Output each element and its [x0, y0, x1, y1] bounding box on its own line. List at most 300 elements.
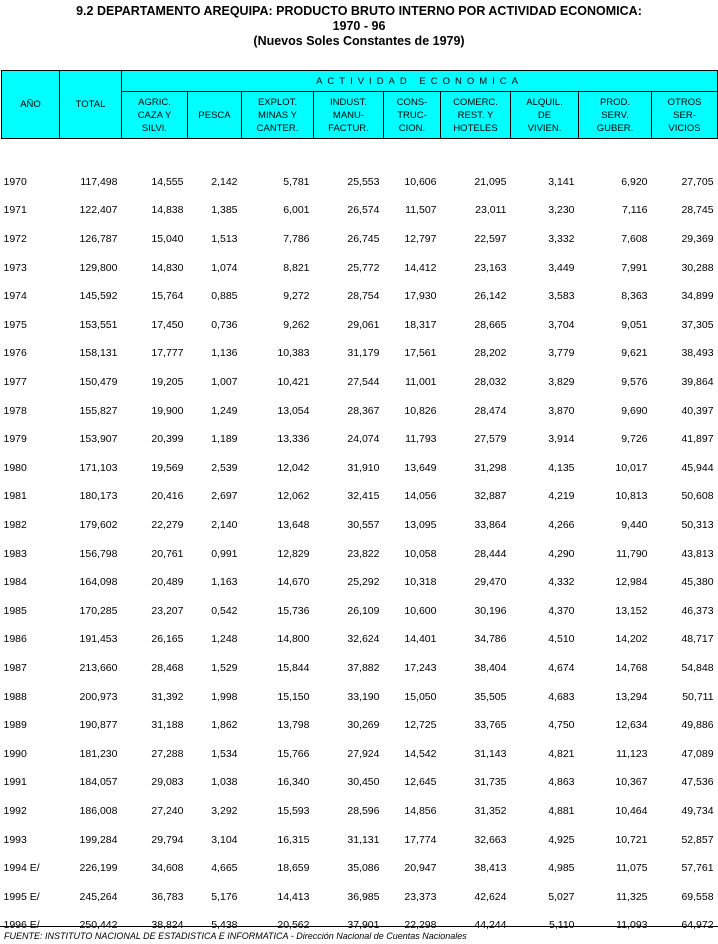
- value-cell: 12,725: [404, 719, 437, 732]
- value-cell: 13,649: [404, 461, 437, 474]
- value-cell: 3,230: [548, 204, 575, 217]
- value-cell: 14,056: [404, 490, 437, 503]
- value-cell: 1,038: [211, 776, 238, 789]
- value-cell: 19,900: [151, 404, 184, 417]
- table-row: [2, 597, 718, 626]
- year-cell: 1989: [3, 719, 27, 732]
- header-column-label: PROD. SERV. GUBER.: [596, 96, 634, 134]
- source-note: FUENTE: INSTITUTO NACIONAL DE ESTADISTICA E INFORMATICA - Dirección Nacional de Cuentas Nacionales: [4, 931, 467, 941]
- header-column: [511, 92, 579, 139]
- value-cell: 12,645: [404, 776, 437, 789]
- value-cell: 28,596: [347, 804, 380, 817]
- header-column-label: INDUST. MANU- FACTUR.: [328, 96, 369, 134]
- value-cell: 3,332: [548, 233, 575, 246]
- value-cell: 23,011: [475, 204, 507, 217]
- value-cell: 14,555: [151, 175, 184, 188]
- value-cell: 4,821: [548, 747, 575, 760]
- table-row: [2, 768, 718, 797]
- value-cell: 4,665: [211, 862, 238, 875]
- value-cell: 0,542: [211, 604, 238, 617]
- value-cell: 3,141: [548, 175, 575, 188]
- year-cell: 1976: [3, 347, 27, 360]
- header-column-label: CONS- TRUC- CION.: [396, 96, 428, 134]
- value-cell: 17,774: [404, 833, 437, 846]
- year-cell: 1987: [3, 661, 27, 674]
- value-cell: 4,266: [548, 519, 575, 532]
- value-cell: 31,131: [347, 833, 380, 846]
- value-cell: 10,606: [404, 175, 437, 188]
- value-cell: 6,920: [621, 175, 648, 188]
- value-cell: 6,001: [283, 204, 310, 217]
- value-cell: 38,493: [681, 347, 714, 360]
- value-cell: 31,298: [474, 461, 507, 474]
- value-cell: 7,786: [283, 233, 310, 246]
- value-cell: 156,798: [79, 547, 118, 560]
- value-cell: 11,325: [616, 890, 648, 903]
- value-cell: 39,864: [681, 376, 714, 389]
- value-cell: 33,765: [474, 719, 507, 732]
- value-cell: 10,058: [404, 547, 437, 560]
- value-cell: 32,624: [347, 633, 380, 646]
- value-cell: 14,202: [615, 633, 648, 646]
- table-row: [2, 854, 718, 883]
- value-cell: 15,050: [404, 690, 437, 703]
- value-cell: 29,083: [151, 776, 184, 789]
- header-activity-group: ACTIVIDAD ECONOMICA: [122, 71, 718, 92]
- value-cell: 15,040: [151, 233, 184, 246]
- year-cell: 1971: [3, 204, 27, 217]
- value-cell: 190,877: [79, 719, 118, 732]
- table-row: [2, 625, 718, 654]
- value-cell: 12,042: [277, 461, 310, 474]
- value-cell: 1,534: [211, 747, 238, 760]
- value-cell: 3,704: [548, 318, 575, 331]
- value-cell: 7,116: [622, 204, 648, 217]
- value-cell: 153,907: [79, 433, 118, 446]
- value-cell: 14,670: [277, 576, 310, 589]
- value-cell: 10,826: [404, 404, 437, 417]
- value-cell: 0,885: [211, 290, 238, 303]
- value-cell: 11,001: [405, 376, 437, 389]
- value-cell: 8,821: [283, 261, 310, 274]
- value-cell: 29,794: [151, 833, 184, 846]
- value-cell: 9,440: [621, 519, 648, 532]
- year-cell: 1973: [3, 261, 27, 274]
- table-row: [2, 425, 718, 454]
- value-cell: 10,600: [404, 604, 437, 617]
- value-cell: 23,163: [474, 261, 507, 274]
- value-cell: 155,827: [79, 404, 118, 417]
- value-cell: 25,553: [347, 175, 380, 188]
- value-cell: 19,205: [151, 376, 184, 389]
- year-cell: 1981: [3, 490, 27, 503]
- value-cell: 226,199: [79, 862, 118, 875]
- value-cell: 28,468: [151, 661, 184, 674]
- value-cell: 30,269: [347, 719, 380, 732]
- value-cell: 31,392: [151, 690, 184, 703]
- value-cell: 31,352: [474, 804, 507, 817]
- value-cell: 126,787: [79, 233, 118, 246]
- value-cell: 29,470: [474, 576, 507, 589]
- table-header: [2, 71, 718, 139]
- value-cell: 22,279: [151, 519, 184, 532]
- value-cell: 13,152: [615, 604, 648, 617]
- year-cell: 1974: [3, 290, 27, 303]
- value-cell: 15,764: [151, 290, 184, 303]
- value-cell: 10,318: [404, 576, 437, 589]
- value-cell: 34,608: [151, 862, 184, 875]
- value-cell: 31,735: [474, 776, 507, 789]
- year-cell: 1990: [3, 747, 27, 760]
- table-row: [2, 682, 718, 711]
- year-cell: 1988: [3, 690, 27, 703]
- value-cell: 22,597: [474, 233, 507, 246]
- value-cell: 28,367: [347, 404, 380, 417]
- value-cell: 10,367: [615, 776, 648, 789]
- value-cell: 181,230: [79, 747, 118, 760]
- header-column: [314, 92, 384, 139]
- value-cell: 3,449: [548, 261, 575, 274]
- table-row: [2, 253, 718, 282]
- value-cell: 38,413: [474, 862, 507, 875]
- value-cell: 26,745: [347, 233, 380, 246]
- value-cell: 49,886: [681, 719, 714, 732]
- value-cell: 14,830: [151, 261, 184, 274]
- value-cell: 1,249: [211, 404, 238, 417]
- year-cell: 1975: [3, 318, 27, 331]
- value-cell: 1,163: [211, 576, 238, 589]
- value-cell: 3,583: [548, 290, 575, 303]
- value-cell: 30,288: [681, 261, 714, 274]
- value-cell: 52,857: [681, 833, 714, 846]
- value-cell: 11,507: [405, 204, 437, 217]
- value-cell: 28,444: [474, 547, 507, 560]
- value-cell: 14,768: [615, 661, 648, 674]
- table-row: [2, 739, 718, 768]
- value-cell: 17,561: [404, 347, 437, 360]
- table-row: [2, 339, 718, 368]
- value-cell: 11,075: [616, 862, 648, 875]
- table-row: [2, 368, 718, 397]
- value-cell: 47,089: [681, 747, 714, 760]
- value-cell: 43,813: [681, 547, 714, 560]
- value-cell: 11,793: [405, 433, 437, 446]
- value-cell: 11,123: [616, 747, 648, 760]
- value-cell: 31,143: [474, 747, 507, 760]
- table-body: [2, 139, 718, 940]
- value-cell: 9,051: [621, 318, 648, 331]
- table-row: [2, 225, 718, 254]
- value-cell: 2,140: [211, 519, 238, 532]
- header-column: [242, 92, 314, 139]
- value-cell: 27,705: [681, 175, 714, 188]
- value-cell: 4,683: [548, 690, 575, 703]
- value-cell: 0,736: [211, 318, 238, 331]
- value-cell: 29,061: [347, 318, 380, 331]
- value-cell: 7,608: [621, 233, 648, 246]
- header-spacer: [2, 139, 718, 168]
- header-column: [122, 92, 188, 139]
- value-cell: 16,315: [277, 833, 310, 846]
- year-cell: 1982: [3, 519, 27, 532]
- value-cell: 4,290: [548, 547, 575, 560]
- value-cell: 10,721: [615, 833, 648, 846]
- value-cell: 12,984: [615, 576, 648, 589]
- value-cell: 9,576: [621, 376, 648, 389]
- value-cell: 27,240: [151, 804, 184, 817]
- table-row: [2, 196, 718, 225]
- value-cell: 179,602: [79, 519, 118, 532]
- value-cell: 54,848: [681, 661, 714, 674]
- table-row: [2, 482, 718, 511]
- value-cell: 17,450: [151, 318, 184, 331]
- header-column-label: EXPLOT. MINAS Y CANTER.: [256, 96, 299, 134]
- value-cell: 45,944: [681, 461, 714, 474]
- value-cell: 3,779: [548, 347, 575, 360]
- table-row: [2, 797, 718, 826]
- value-cell: 184,057: [79, 776, 118, 789]
- year-cell: 1986: [3, 633, 27, 646]
- value-cell: 46,373: [681, 604, 714, 617]
- year-cell: 1972: [3, 233, 27, 246]
- value-cell: 12,062: [277, 490, 310, 503]
- header-column-label: AGRIC. CAZA Y SILVI.: [137, 96, 172, 134]
- value-cell: 31,179: [347, 347, 380, 360]
- value-cell: 11,790: [616, 547, 648, 560]
- value-cell: 1,513: [211, 233, 238, 246]
- value-cell: 18,659: [277, 862, 310, 875]
- value-cell: 3,914: [548, 433, 575, 446]
- value-cell: 4,332: [548, 576, 575, 589]
- value-cell: 1,007: [211, 376, 238, 389]
- value-cell: 30,557: [347, 519, 380, 532]
- value-cell: 25,292: [347, 576, 380, 589]
- year-cell: 1978: [3, 404, 27, 417]
- value-cell: 4,370: [548, 604, 575, 617]
- year-cell: 1970: [3, 175, 27, 188]
- header-column-label: OTROS SER- VICIOS: [667, 96, 702, 134]
- value-cell: 191,453: [79, 633, 118, 646]
- year-cell: 1985: [3, 604, 27, 617]
- value-cell: 26,165: [151, 633, 184, 646]
- year-cell: 1984: [3, 576, 27, 589]
- value-cell: 33,190: [347, 690, 380, 703]
- value-cell: 37,305: [681, 318, 714, 331]
- year-cell: 1979: [3, 433, 27, 446]
- value-cell: 32,415: [347, 490, 380, 503]
- value-cell: 200,973: [79, 690, 118, 703]
- value-cell: 122,407: [79, 204, 118, 217]
- value-cell: 150,479: [79, 376, 118, 389]
- value-cell: 15,150: [277, 690, 310, 703]
- value-cell: 9,621: [621, 347, 648, 360]
- value-cell: 20,489: [151, 576, 184, 589]
- value-cell: 28,032: [474, 376, 507, 389]
- value-cell: 5,176: [211, 890, 238, 903]
- table-row: [2, 568, 718, 597]
- value-cell: 23,822: [347, 547, 380, 560]
- value-cell: 14,838: [151, 204, 184, 217]
- value-cell: 14,401: [404, 633, 437, 646]
- value-cell: 5,781: [283, 175, 310, 188]
- value-cell: 33,864: [474, 519, 507, 532]
- value-cell: 1,074: [211, 261, 238, 274]
- value-cell: 245,264: [79, 890, 118, 903]
- value-cell: 32,663: [474, 833, 507, 846]
- value-cell: 2,697: [211, 490, 238, 503]
- value-cell: 19,569: [151, 461, 184, 474]
- value-cell: 14,542: [404, 747, 437, 760]
- value-cell: 15,766: [277, 747, 310, 760]
- value-cell: 12,797: [404, 233, 437, 246]
- value-cell: 3,292: [211, 804, 238, 817]
- value-cell: 18,317: [404, 318, 437, 331]
- table-row: [2, 168, 718, 197]
- value-cell: 5,027: [548, 890, 575, 903]
- value-cell: 15,593: [277, 804, 310, 817]
- title-block: [0, 4, 718, 49]
- bottom-divider: [0, 926, 718, 927]
- value-cell: 20,761: [151, 547, 184, 560]
- year-cell: 1977: [3, 376, 27, 389]
- value-cell: 28,474: [474, 404, 507, 417]
- value-cell: 1,998: [211, 690, 238, 703]
- value-cell: 9,262: [283, 318, 310, 331]
- value-cell: 158,131: [79, 347, 118, 360]
- value-cell: 28,754: [347, 290, 380, 303]
- value-cell: 28,202: [474, 347, 507, 360]
- value-cell: 26,574: [347, 204, 380, 217]
- value-cell: 36,985: [347, 890, 380, 903]
- value-cell: 45,380: [681, 576, 714, 589]
- value-cell: 9,272: [283, 290, 310, 303]
- value-cell: 186,008: [79, 804, 118, 817]
- table-row: [2, 311, 718, 340]
- header-column: [579, 92, 652, 139]
- table-row: [2, 539, 718, 568]
- value-cell: 17,777: [151, 347, 184, 360]
- value-cell: 145,592: [79, 290, 118, 303]
- value-cell: 4,925: [548, 833, 575, 846]
- value-cell: 38,404: [474, 661, 507, 674]
- value-cell: 57,761: [681, 862, 714, 875]
- value-cell: 13,095: [404, 519, 437, 532]
- year-cell: 1994 E/: [3, 862, 40, 875]
- value-cell: 4,881: [548, 804, 575, 817]
- value-cell: 29,369: [681, 233, 714, 246]
- value-cell: 26,142: [474, 290, 507, 303]
- value-cell: 14,856: [404, 804, 437, 817]
- title-line-1: 9.2 DEPARTAMENTO AREQUIPA: PRODUCTO BRUTO INTERNO POR ACTIVIDAD ECONOMICA:: [76, 4, 642, 18]
- value-cell: 1,136: [211, 347, 238, 360]
- year-cell: 1993: [3, 833, 27, 846]
- header-total: TOTAL: [60, 71, 122, 139]
- value-cell: 2,142: [211, 175, 238, 188]
- value-cell: 34,786: [474, 633, 507, 646]
- value-cell: 1,529: [211, 661, 238, 674]
- value-cell: 4,750: [548, 719, 575, 732]
- value-cell: 180,173: [79, 490, 118, 503]
- value-cell: 25,772: [347, 261, 380, 274]
- value-cell: 16,340: [277, 776, 310, 789]
- table-row: [2, 511, 718, 540]
- value-cell: 12,829: [277, 547, 310, 560]
- value-cell: 9,690: [621, 404, 648, 417]
- year-cell: 1980: [3, 461, 27, 474]
- year-cell: 1983: [3, 547, 27, 560]
- value-cell: 1,248: [211, 633, 238, 646]
- value-cell: 4,674: [548, 661, 575, 674]
- value-cell: 35,505: [474, 690, 507, 703]
- value-cell: 10,383: [277, 347, 310, 360]
- value-cell: 27,924: [347, 747, 380, 760]
- value-cell: 36,783: [151, 890, 184, 903]
- value-cell: 40,397: [681, 404, 714, 417]
- value-cell: 24,074: [347, 433, 380, 446]
- title-line-3: (Nuevos Soles Constantes de 1979): [253, 34, 465, 48]
- value-cell: 10,813: [615, 490, 648, 503]
- value-cell: 12,634: [615, 719, 648, 732]
- table-row: [2, 282, 718, 311]
- value-cell: 10,464: [615, 804, 648, 817]
- value-cell: 117,498: [80, 175, 118, 188]
- value-cell: 31,910: [347, 461, 380, 474]
- table-row: [2, 882, 718, 911]
- value-cell: 14,413: [277, 890, 310, 903]
- table-row: [2, 454, 718, 483]
- value-cell: 1,862: [211, 719, 238, 732]
- title-line-2: 1970 - 96: [332, 19, 386, 33]
- value-cell: 50,313: [681, 519, 714, 532]
- value-cell: 42,624: [474, 890, 507, 903]
- value-cell: 3,829: [548, 376, 575, 389]
- value-cell: 199,284: [79, 833, 118, 846]
- gdp-table: [1, 70, 718, 940]
- year-cell: 1991: [3, 776, 27, 789]
- value-cell: 69,558: [681, 890, 714, 903]
- value-cell: 13,798: [277, 719, 310, 732]
- header-column: [384, 92, 441, 139]
- value-cell: 3,104: [211, 833, 238, 846]
- value-cell: 17,930: [404, 290, 437, 303]
- value-cell: 2,539: [211, 461, 238, 474]
- header-column-label: PESCA: [198, 109, 231, 121]
- value-cell: 30,450: [347, 776, 380, 789]
- value-cell: 28,665: [474, 318, 507, 331]
- value-cell: 4,985: [548, 862, 575, 875]
- value-cell: 170,285: [79, 604, 118, 617]
- header-column-label: ALQUIL. DE VIVIEN.: [526, 96, 563, 134]
- value-cell: 153,551: [79, 318, 118, 331]
- year-cell: 1995 E/: [3, 890, 40, 903]
- value-cell: 34,899: [681, 290, 714, 303]
- value-cell: 10,421: [277, 376, 310, 389]
- value-cell: 23,207: [151, 604, 184, 617]
- value-cell: 20,947: [404, 862, 437, 875]
- header-column: [652, 92, 718, 139]
- value-cell: 171,103: [79, 461, 118, 474]
- header-column-label: COMERC. REST. Y HOTELES: [453, 96, 498, 134]
- value-cell: 49,734: [681, 804, 714, 817]
- value-cell: 23,373: [404, 890, 437, 903]
- value-cell: 20,416: [151, 490, 184, 503]
- value-cell: 27,579: [474, 433, 507, 446]
- value-cell: 13,336: [277, 433, 310, 446]
- value-cell: 14,412: [404, 261, 437, 274]
- value-cell: 9,726: [621, 433, 648, 446]
- value-cell: 48,717: [681, 633, 714, 646]
- value-cell: 4,135: [548, 461, 575, 474]
